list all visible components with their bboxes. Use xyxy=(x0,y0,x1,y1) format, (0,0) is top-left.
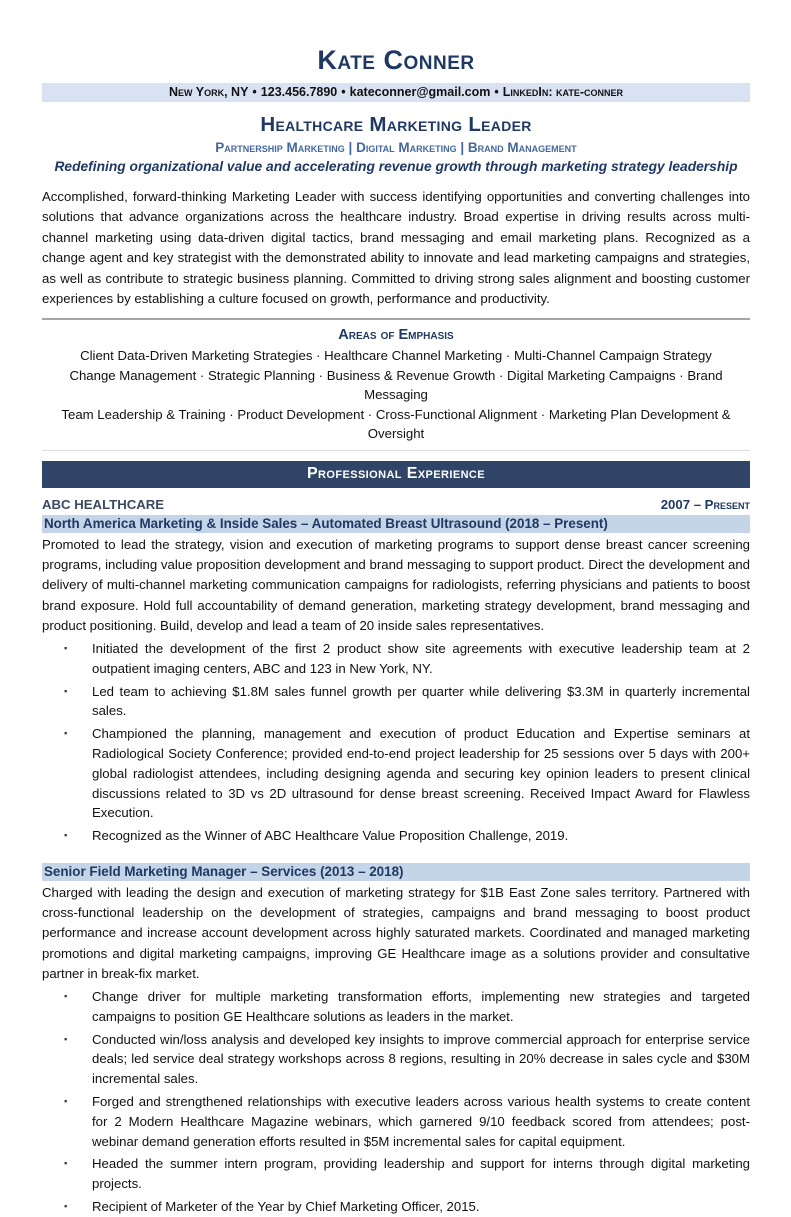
employer-row xyxy=(42,497,750,512)
bullet-item: ▪ Headed the summer intern program, providing leadership and support for interns through digital marketing projects. xyxy=(42,1154,750,1194)
candidate-name: Kate Conner xyxy=(317,45,475,75)
contact-separator: • xyxy=(494,85,499,99)
contact-phone: 123.456.7890 xyxy=(260,85,338,99)
contact-linkedin: LinkedIn: kate-conner xyxy=(502,85,624,99)
role-summary: Charged with leading the design and execution of marketing strategy for $1B East Zone sales territory. Partnered with cross-functional leadership on the development of strategies, campaigns and brand messaging to boost product performance and increase account development across highly saturated markets. Coordinated and managed marketing promotions and digital marketing campaigns, improving GE Healthcare image as a solutions provider and consultative partner in break-fix market. xyxy=(42,884,750,981)
bullet-item: ▪ Recognized as the Winner of ABC Healthcare Value Proposition Challenge, 2019. xyxy=(42,826,750,846)
role-section xyxy=(42,515,750,846)
contact-location: New York, NY xyxy=(168,85,249,99)
areas-line: Change Management · Strategic Planning · Business & Revenue Growth · Digital Marketing Campaigns · Brand Messaging xyxy=(69,367,723,403)
contact-separator: • xyxy=(341,85,346,99)
divider-faint xyxy=(42,450,750,451)
bullet-item: ▪ Initiated the development of the first 2 product show site agreements with executive leadership team at 2 outpatient imaging centers, ABC and 123 in New York, NY. xyxy=(42,639,750,679)
bullet-item: ▪ Forged and strengthened relationships with executive leaders across various health systems to create content for 2 Modern Healthcare Magazine webinars, which garnered 9/10 feedback scored from attendees; post-webinar demand generation efforts resulted in $5M incremental sales for capital equipment. xyxy=(42,1092,750,1151)
role-title-bar: North America Marketing & Inside Sales – Automated Breast Ultrasound (2018 – Present) xyxy=(42,515,750,533)
bullet-item: ▪ Championed the planning, management and execution of product Education and Expertise seminars at Radiological Society Conference; provided end-to-end project leadership for 25 sessions over 5 days with 200+ global radiologist attendees, including designing agenda and securing key opinion leaders to present clinical discussions related to 3D vs 2D ultrasound for dense breast screening. Received Impact Award for Flawless Execution. xyxy=(42,724,750,823)
bullet-item: ▪ Led team to achieving $1.8M sales funnel growth per quarter while delivering $3.3M in quarterly incremental sales. xyxy=(42,682,750,722)
bullet-item: ▪ Change driver for multiple marketing transformation efforts, implementing new strategies and targeted campaigns to position GE Healthcare solutions as leaders in the market. xyxy=(42,987,750,1027)
contact-email: kateconner@gmail.com xyxy=(349,85,491,99)
areas-of-emphasis-heading: Areas of Emphasis xyxy=(338,327,454,344)
section-banner-professional-experience: Professional Experience xyxy=(42,461,750,488)
contact-separator: • xyxy=(252,85,257,99)
professional-summary: Accomplished, forward-thinking Marketing Leader with success identifying opportunities and converting challenges into solutions that advance organizations across the healthcare industry. Broad expertise in driving results across multi-channel marketing using data-driven digital tactics, brand messaging and email marketing plans. Recognized as a change agent and key strategist with the demonstrated ability to innovate and lead marketing campaigns and strategies, as well as contribute to strategic business planning. Committed to driving strong sales alignment and boosting customer experiences by establishing a culture focused on growth, performance and productivity. xyxy=(42,189,750,307)
role-title-bar: Senior Field Marketing Manager – Services (2013 – 2018) xyxy=(42,863,750,881)
areas-of-emphasis-list xyxy=(42,346,750,444)
bullet-item: ▪ Recipient of Marketer of the Year by Chief Marketing Officer, 2015. xyxy=(42,1197,750,1217)
role-bullet-list xyxy=(42,987,750,1217)
specialties-line: Partnership Marketing | Digital Marketing | Brand Management xyxy=(215,140,577,155)
divider xyxy=(42,318,750,320)
tagline: Redefining organizational value and accelerating revenue growth through marketing strategy leadership xyxy=(54,159,738,174)
employment-dates: 2007 – Present xyxy=(660,496,750,512)
role-bullet-list xyxy=(42,639,750,846)
areas-line: Team Leadership & Training · Product Development · Cross-Functional Alignment · Marketing Plan Development & Oversight xyxy=(61,406,731,442)
contact-bar xyxy=(42,83,750,102)
headline-title: Healthcare Marketing Leader xyxy=(260,113,532,136)
role-section xyxy=(42,863,750,1217)
role-summary: Promoted to lead the strategy, vision and execution of marketing programs to support dense breast cancer screening programs, including value proposition development and brand messaging to support product. Direct the development and delivery of multi-channel marketing communication campaigns for radiologists, referring physicians and patients to boost brand exposure. Hold full accountability of demand generation, marketing strategy development, brand messaging and product positioning. Build, develop and lead a team of 20 inside sales representatives. xyxy=(42,536,750,633)
bullet-item: ▪ Conducted win/loss analysis and developed key insights to improve commercial approach for enterprise service deals; led service deal strategy workshops across 8 regions, resulting in 20% decrease in sales cycle and $30M incremental sales. xyxy=(42,1030,750,1089)
areas-line: Client Data-Driven Marketing Strategies · Healthcare Channel Marketing · Multi-Channel Campaign Strategy xyxy=(80,348,712,364)
employer-name: ABC HEALTHCARE xyxy=(42,496,165,512)
